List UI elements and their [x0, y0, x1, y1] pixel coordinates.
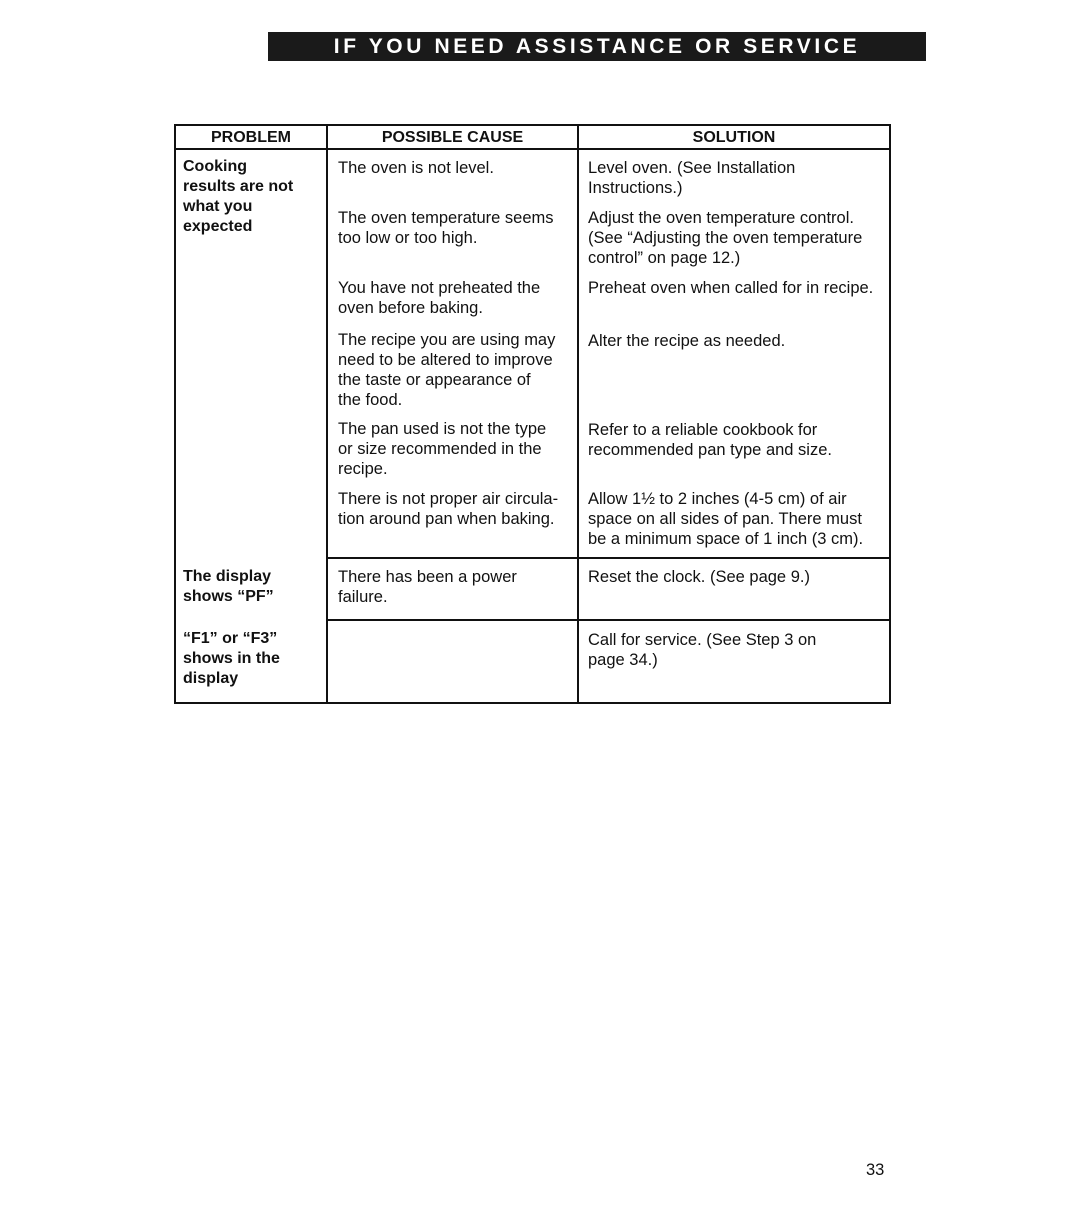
solution-air-space: Allow 1½ to 2 inches (4-5 cm) of air space on all sides of pan. There must be a minimum space of 1 inch (3 cm).	[588, 490, 864, 548]
problem-cooking-results: Cooking results are not what you expected	[183, 158, 294, 235]
problem-display-pf: The display shows “PF”	[183, 568, 274, 605]
solution-level-oven: Level oven. (See Installation Instructions.)	[588, 159, 796, 197]
solution-alter-recipe: Alter the recipe as needed.	[588, 332, 786, 350]
cause-oven-not-level: The oven is not level.	[338, 159, 494, 177]
cause-pan-type: The pan used is not the type or size recommended in the recipe.	[338, 420, 547, 478]
solution-adjust-temperature: Adjust the oven temperature control. (See “Adjusting the oven temperature control” on page 12.)	[588, 209, 863, 267]
problem-f1-f3: “F1” or “F3” shows in the display	[183, 630, 280, 687]
solution-reset-clock: Reset the clock. (See page 9.)	[588, 568, 810, 586]
cause-recipe-altered: The recipe you are using may need to be altered to improve the taste or appearance of the food.	[338, 331, 556, 409]
section-header	[268, 32, 926, 61]
cause-air-circulation: There is not proper air circula- tion around pan when baking.	[338, 490, 559, 528]
column-divider-problem	[326, 126, 328, 702]
solution-call-service: Call for service. (See Step 3 on page 34.)	[588, 631, 817, 669]
cause-power-failure: There has been a power failure.	[338, 568, 517, 606]
column-header-problem: PROBLEM	[211, 129, 291, 146]
row-divider-f1-f3	[326, 619, 889, 621]
solution-preheat-oven: Preheat oven when called for in recipe.	[588, 279, 874, 297]
column-header-solution: SOLUTION	[692, 129, 776, 146]
page-number: 33	[866, 1161, 885, 1179]
column-divider-cause	[577, 126, 579, 702]
section-title: IF YOU NEED ASSISTANCE OR SERVICE	[333, 35, 861, 58]
cause-not-preheated: You have not preheated the oven before baking.	[338, 279, 541, 317]
column-header-cause: POSSIBLE CAUSE	[381, 129, 524, 146]
solution-cookbook: Refer to a reliable cookbook for recommended pan type and size.	[588, 421, 832, 459]
header-divider	[176, 148, 889, 150]
row-divider-display-pf	[326, 557, 889, 559]
troubleshooting-table	[174, 124, 891, 704]
cause-oven-temperature: The oven temperature seems too low or too high.	[338, 209, 554, 247]
